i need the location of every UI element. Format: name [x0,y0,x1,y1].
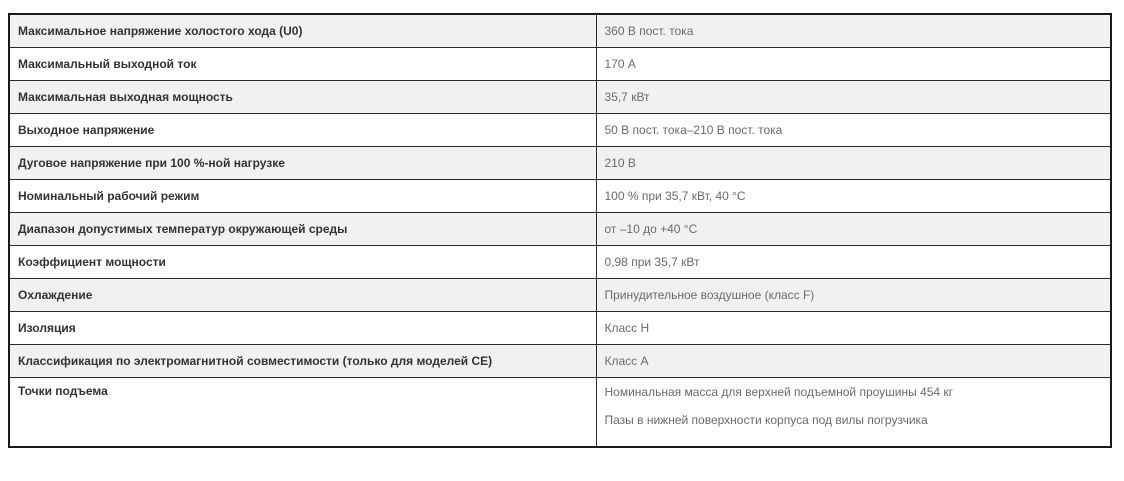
table-row [9,377,1111,447]
spec-value: 170 А [596,47,1111,80]
table-row [9,179,1111,212]
spec-value: 35,7 кВт [596,80,1111,113]
spec-value: Принудительное воздушное (класс F) [596,278,1111,311]
spec-value [596,377,1111,447]
table-row [9,278,1111,311]
spec-value-line: Пазы в нижней поверхности корпуса под вилы погрузчика [604,412,928,427]
spec-value: 100 % при 35,7 кВт, 40 °C [596,179,1111,212]
spec-label: Классификация по электромагнитной совместимости (только для моделей CE) [9,344,596,377]
spec-label: Максимальная выходная мощность [9,80,596,113]
spec-value: 0,98 при 35,7 кВт [596,245,1111,278]
specifications-table [8,13,1112,448]
spec-label: Охлаждение [9,278,596,311]
spec-label: Максимальное напряжение холостого хода (U0) [9,14,596,47]
spec-label: Коэффициент мощности [9,245,596,278]
spec-label: Дуговое напряжение при 100 %-ной нагрузке [9,146,596,179]
spec-value: 50 В пост. тока–210 В пост. тока [596,113,1111,146]
spec-label: Изоляция [9,311,596,344]
table-row [9,245,1111,278]
table-row [9,47,1111,80]
table-row [9,146,1111,179]
spec-label: Номинальный рабочий режим [9,179,596,212]
spec-value: 210 В [596,146,1111,179]
spec-value-line: Номинальная масса для верхней подъемной проушины 454 кг [604,384,954,399]
table-row [9,113,1111,146]
spec-label: Максимальный выходной ток [9,47,596,80]
table-row [9,311,1111,344]
spec-value: Класс H [596,311,1111,344]
spec-label: Диапазон допустимых температур окружающей среды [9,212,596,245]
spec-value: Класс A [596,344,1111,377]
table-row [9,14,1111,47]
spec-label: Выходное напряжение [9,113,596,146]
table-row [9,212,1111,245]
table-row [9,80,1111,113]
spec-value: 360 В пост. тока [596,14,1111,47]
table-row [9,344,1111,377]
spec-label: Точки подъема [9,377,596,447]
spec-value: от –10 до +40 °C [596,212,1111,245]
